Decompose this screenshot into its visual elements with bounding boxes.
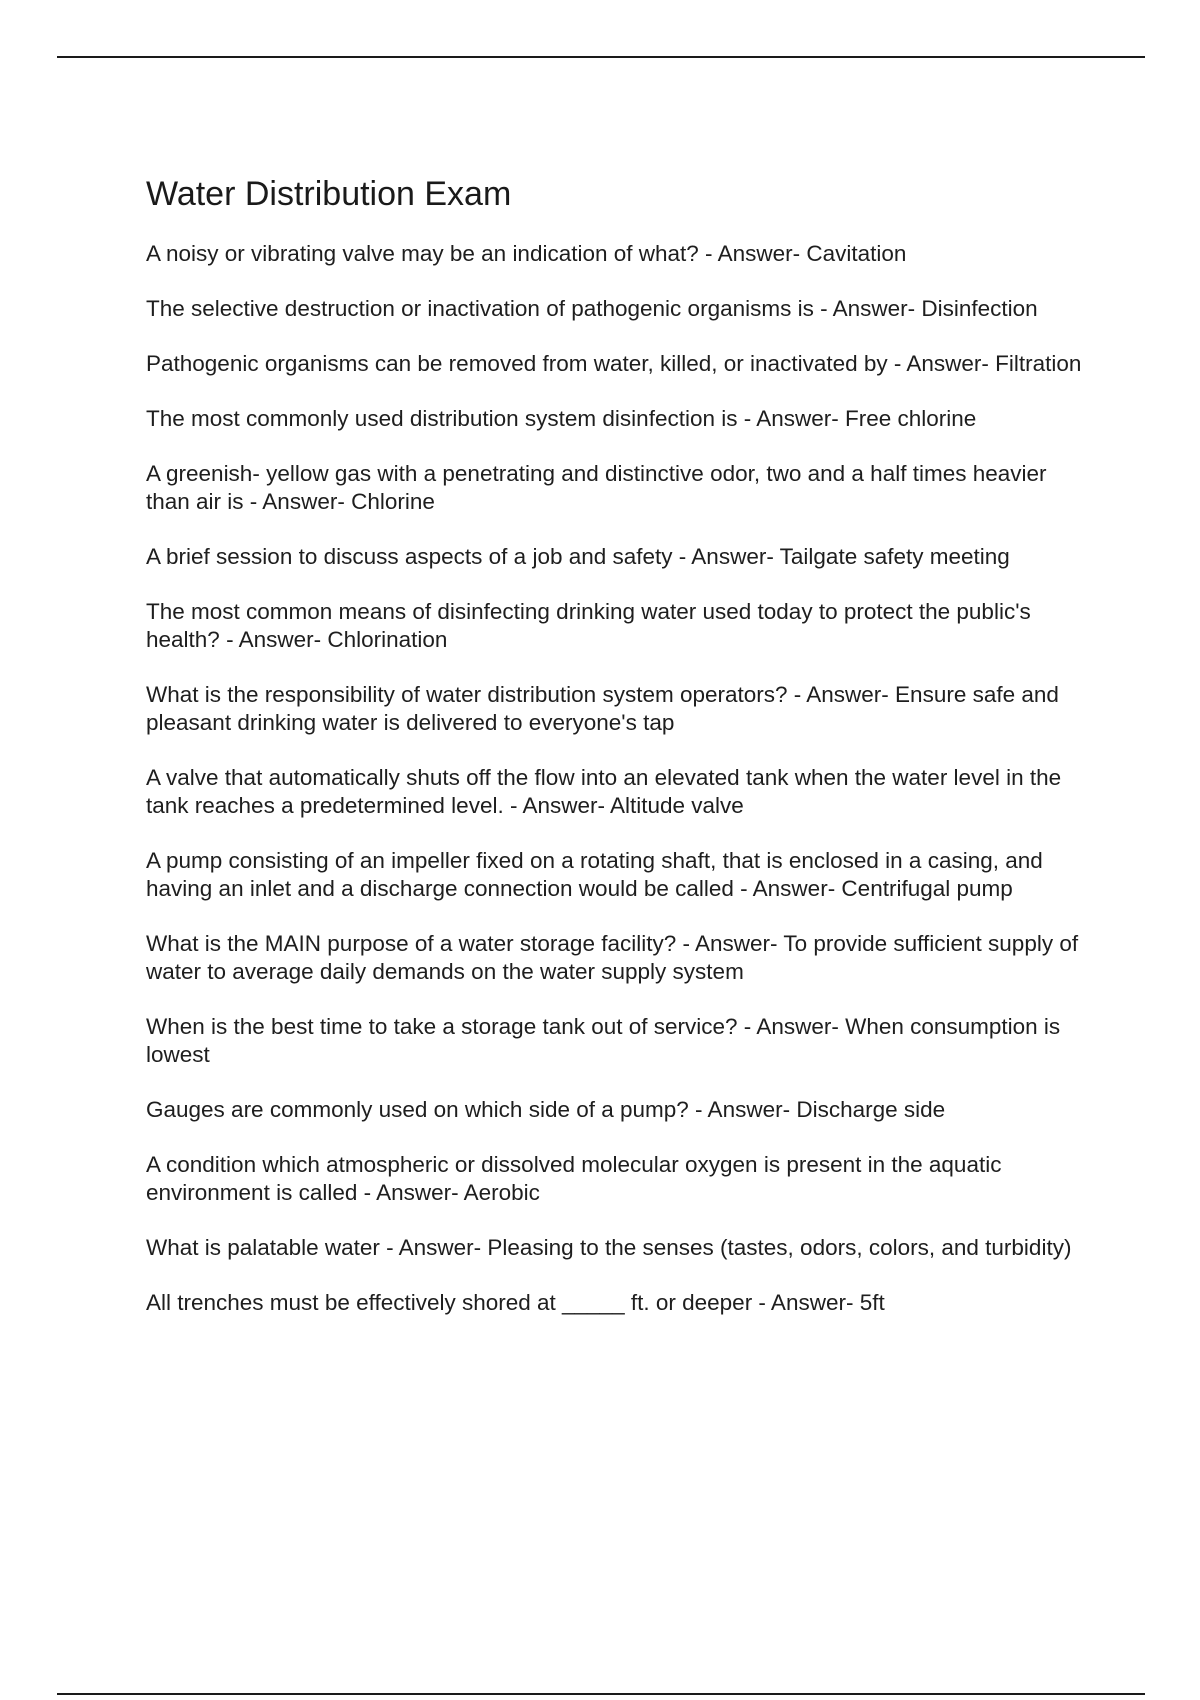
qa-item-10: A pump consisting of an impeller fixed on a rotating shaft, that is enclosed in a casing, and having an inlet and a discharge connection would be called - Answer- Centrifugal pump: [146, 848, 1043, 901]
qa-item-16: All trenches must be effectively shored at _____ ft. or deeper - Answer- 5ft: [146, 1290, 885, 1315]
qa-item-5: A greenish- yellow gas with a penetrating and distinctive odor, two and a half times heavier than air is - Answer- Chlorine: [146, 461, 1047, 514]
qa-item-3: Pathogenic organisms can be removed from water, killed, or inactivated by - Answer- Filtration: [146, 351, 1082, 376]
qa-item-11: What is the MAIN purpose of a water storage facility? - Answer- To provide sufficient supply of water to average daily demands on the water supply system: [146, 931, 1079, 984]
qa-item-12: When is the best time to take a storage tank out of service? - Answer- When consumption is lowest: [146, 1014, 1061, 1067]
qa-item-4: The most commonly used distribution system disinfection is - Answer- Free chlorine: [146, 406, 977, 431]
qa-item-9: A valve that automatically shuts off the flow into an elevated tank when the water level in the tank reaches a predetermined level. - Answer- Altitude valve: [146, 765, 1062, 818]
header-rule: [57, 56, 1145, 58]
qa-item-2: The selective destruction or inactivation of pathogenic organisms is - Answer- Disinfection: [146, 296, 1038, 321]
qa-item-15: What is palatable water - Answer- Pleasing to the senses (tastes, odors, colors, and turbidity): [146, 1235, 1072, 1260]
qa-item-8: What is the responsibility of water distribution system operators? - Answer- Ensure safe and pleasant drinking water is delivered to everyone's tap: [146, 682, 1059, 735]
document-body: [146, 170, 1091, 1344]
document-title: Water Distribution Exam: [146, 175, 512, 213]
qa-item-1: A noisy or vibrating valve may be an indication of what? - Answer- Cavitation: [146, 241, 907, 266]
qa-item-7: The most common means of disinfecting drinking water used today to protect the public's health? - Answer- Chlorination: [146, 599, 1031, 652]
qa-item-14: A condition which atmospheric or dissolved molecular oxygen is present in the aquatic environment is called - Answer- Aerobic: [146, 1152, 1002, 1205]
qa-item-13: Gauges are commonly used on which side of a pump? - Answer- Discharge side: [146, 1097, 946, 1122]
footer-rule: [57, 1693, 1145, 1695]
qa-list: [146, 240, 1091, 1317]
qa-item-6: A brief session to discuss aspects of a job and safety - Answer- Tailgate safety meeting: [146, 544, 1010, 569]
